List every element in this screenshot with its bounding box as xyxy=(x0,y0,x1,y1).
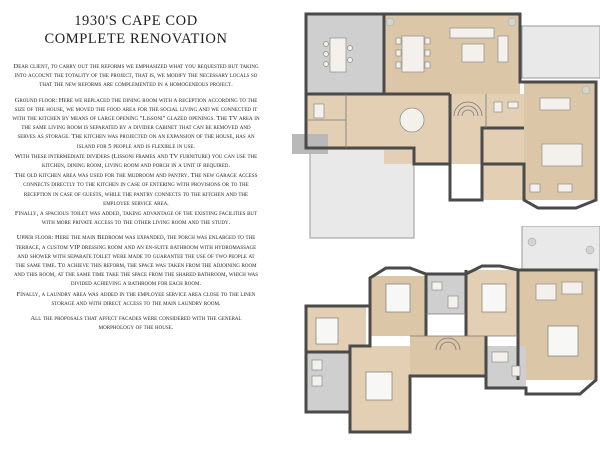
bed-guest xyxy=(482,284,506,312)
upper-floor-plan xyxy=(286,226,600,458)
reception-round-table xyxy=(400,108,424,132)
terrace-area xyxy=(522,26,600,78)
ground-floor-paragraph: Ground floor: Here we replaced the dining room with a reception according to the size of the house, we moved the food area for the social living and we connected it with the kitchen by means of large opening "Lissoni" glazed openings. The TV area in the same living room is separated by a divider cabinet that can be removed and serves as storage. The kitchen was projected on an expansion of the house, has an island for 5 people and is flexible in use. xyxy=(12,96,260,150)
kitchen-island xyxy=(330,38,346,72)
shared-bath-floor xyxy=(426,274,466,314)
title-line-1: 1930'S CAPE COD xyxy=(74,13,198,29)
coffee-table xyxy=(462,44,484,62)
dividers-paragraph: With these intermediate dividers (Lissoni frames and TV furniture) you can use the kitchen, dining room, living room and porch in a unit if required. xyxy=(14,152,258,170)
ground-floor-plan xyxy=(286,8,600,240)
toilet-paragraph: Finally, a spacious toilet was added, taking advantage of the existing facilities but with more private access to the other living room and the study. xyxy=(14,210,258,227)
mudroom-paragraph: The old kitchen area was used for the mudroom and pantry. The new garage access connects directly to the kitchen in case of entering with provisions or to the reception in case of guests, while the pantry connects to the kitchen and the employee service area. xyxy=(14,172,258,207)
bed-south xyxy=(366,372,392,400)
hydromassage-tub xyxy=(492,352,508,362)
bed-west xyxy=(316,318,338,344)
main-bedroom-floor xyxy=(518,270,596,380)
title-line-2: COMPLETE RENOVATION xyxy=(44,31,228,47)
upper-floor-drawing xyxy=(286,226,600,458)
upper-floor-paragraph: Upper floor: Here the main Bedroom was expanded, the porch was enlarged to the terrace, a custom VIP dressing room and an en-suite bathroom with hydromassage and shower with separate toilet were made to guarantee the use of two people at the same time. To achieve this reform, the space was taken from the adjoining room and this room, at the same time take the space from the shared bathroom, which was divided achieving a bathroom for each room. xyxy=(13,234,259,288)
living-rug xyxy=(542,144,582,166)
page-title xyxy=(12,12,260,48)
study-floor xyxy=(482,164,524,200)
laundry-paragraph: Finally, a laundry area was added in the employee service area close to the linen storage and with direct access to the main laundry room. xyxy=(16,290,256,307)
description-panel xyxy=(12,12,260,338)
bed-main xyxy=(548,326,578,356)
sofa xyxy=(450,28,494,38)
entry-steps xyxy=(292,134,328,154)
living-sofa xyxy=(540,98,570,110)
ground-floor-drawing xyxy=(286,8,600,240)
bed-north xyxy=(386,284,410,312)
intro-paragraph: Dear client, to carry out the reforms we emphasized what you requested but taking into account the totality of the project, that is, we modify the necessary locals so that the new reforms are complemented in a homogeneous project. xyxy=(13,63,259,89)
facades-paragraph: All the proposals that affect facades were considered with the general morphology of the house. xyxy=(30,315,242,332)
dining-table xyxy=(402,36,424,72)
vip-dressing xyxy=(536,284,556,300)
